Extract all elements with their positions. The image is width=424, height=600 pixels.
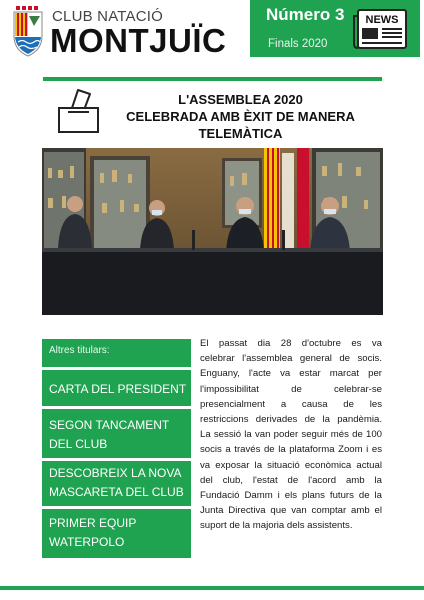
club-crest-logo (10, 6, 46, 58)
ballot-box-icon (56, 88, 101, 134)
article-line: suport de la majoria dels assistents. (200, 520, 353, 532)
sidebar-item-line: SEGON TANCAMENT (49, 418, 170, 432)
sidebar-divider (42, 506, 191, 509)
sidebar-item-segon-tancament[interactable] (49, 416, 187, 454)
headline (118, 91, 363, 142)
assembly-photo (42, 148, 383, 315)
sidebar-item-line: CARTA DEL PRESIDENT (49, 382, 187, 396)
article-line: celebrar l'assemblea general de socis. (200, 353, 382, 365)
other-headlines-title: Altres titulars: (49, 345, 110, 356)
article-body (200, 336, 382, 534)
article-line: l'impossibilitat de celebrar-se (200, 383, 382, 395)
article-line: Enguany, l'acte va estar marcat per (200, 368, 382, 380)
headline-line1: L'ASSEMBLEA 2020 (178, 92, 303, 107)
sidebar-item-carta-president[interactable] (49, 380, 187, 399)
sidebar-divider (42, 406, 191, 409)
club-name-line2: MONTJUÏC (50, 22, 227, 59)
headline-line2: CELEBRADA AMB ÈXIT DE MANERA (126, 109, 355, 124)
article-line: El passat dia 28 d'octubre es va (200, 338, 382, 349)
headline-divider (43, 77, 382, 81)
sidebar-item-line: PRIMER EQUIP (49, 516, 137, 530)
article-line: va exposar la situació econòmica actual (200, 459, 382, 471)
sidebar-item-line: DEL CLUB (49, 437, 108, 451)
sidebar-item-line: WATERPOLO (49, 535, 125, 549)
article-line: La sessió la van poder seguir més de 100 (200, 429, 382, 441)
sidebar-divider (42, 367, 191, 370)
article-line: Junta Directiva que van comptar amb el (200, 505, 382, 517)
issue-number: Número 3 (266, 5, 345, 24)
article-line: restriccions derivades de la pandèmia. (200, 414, 382, 426)
article-line: del club, l'estat de l'acord amb la (200, 474, 382, 486)
footer-divider (0, 586, 424, 590)
sidebar-item-primer-equip[interactable] (49, 514, 187, 552)
sidebar-item-nova-mascareta[interactable] (49, 464, 187, 502)
article-line: presencialment a causa de les (200, 398, 382, 410)
sidebar-item-line: MASCARETA DEL CLUB (49, 485, 184, 499)
article-line: Fundació Damm i els plans futurs de la (200, 490, 382, 502)
assembly-photo-illustration (42, 148, 383, 315)
news-label: NEWS (365, 14, 399, 26)
headline-line3: TELEMÀTICA (198, 126, 283, 141)
newspaper-icon (352, 6, 410, 50)
sidebar-divider (42, 458, 191, 461)
sidebar-item-line: DESCOBREIX LA NOVA (49, 466, 182, 480)
issue-date: Finals 2020 (268, 38, 328, 50)
article-line: socis a través de la plataforma Zoom i es (200, 444, 382, 456)
club-name-line1: CLUB NATACIÓ (52, 8, 164, 25)
